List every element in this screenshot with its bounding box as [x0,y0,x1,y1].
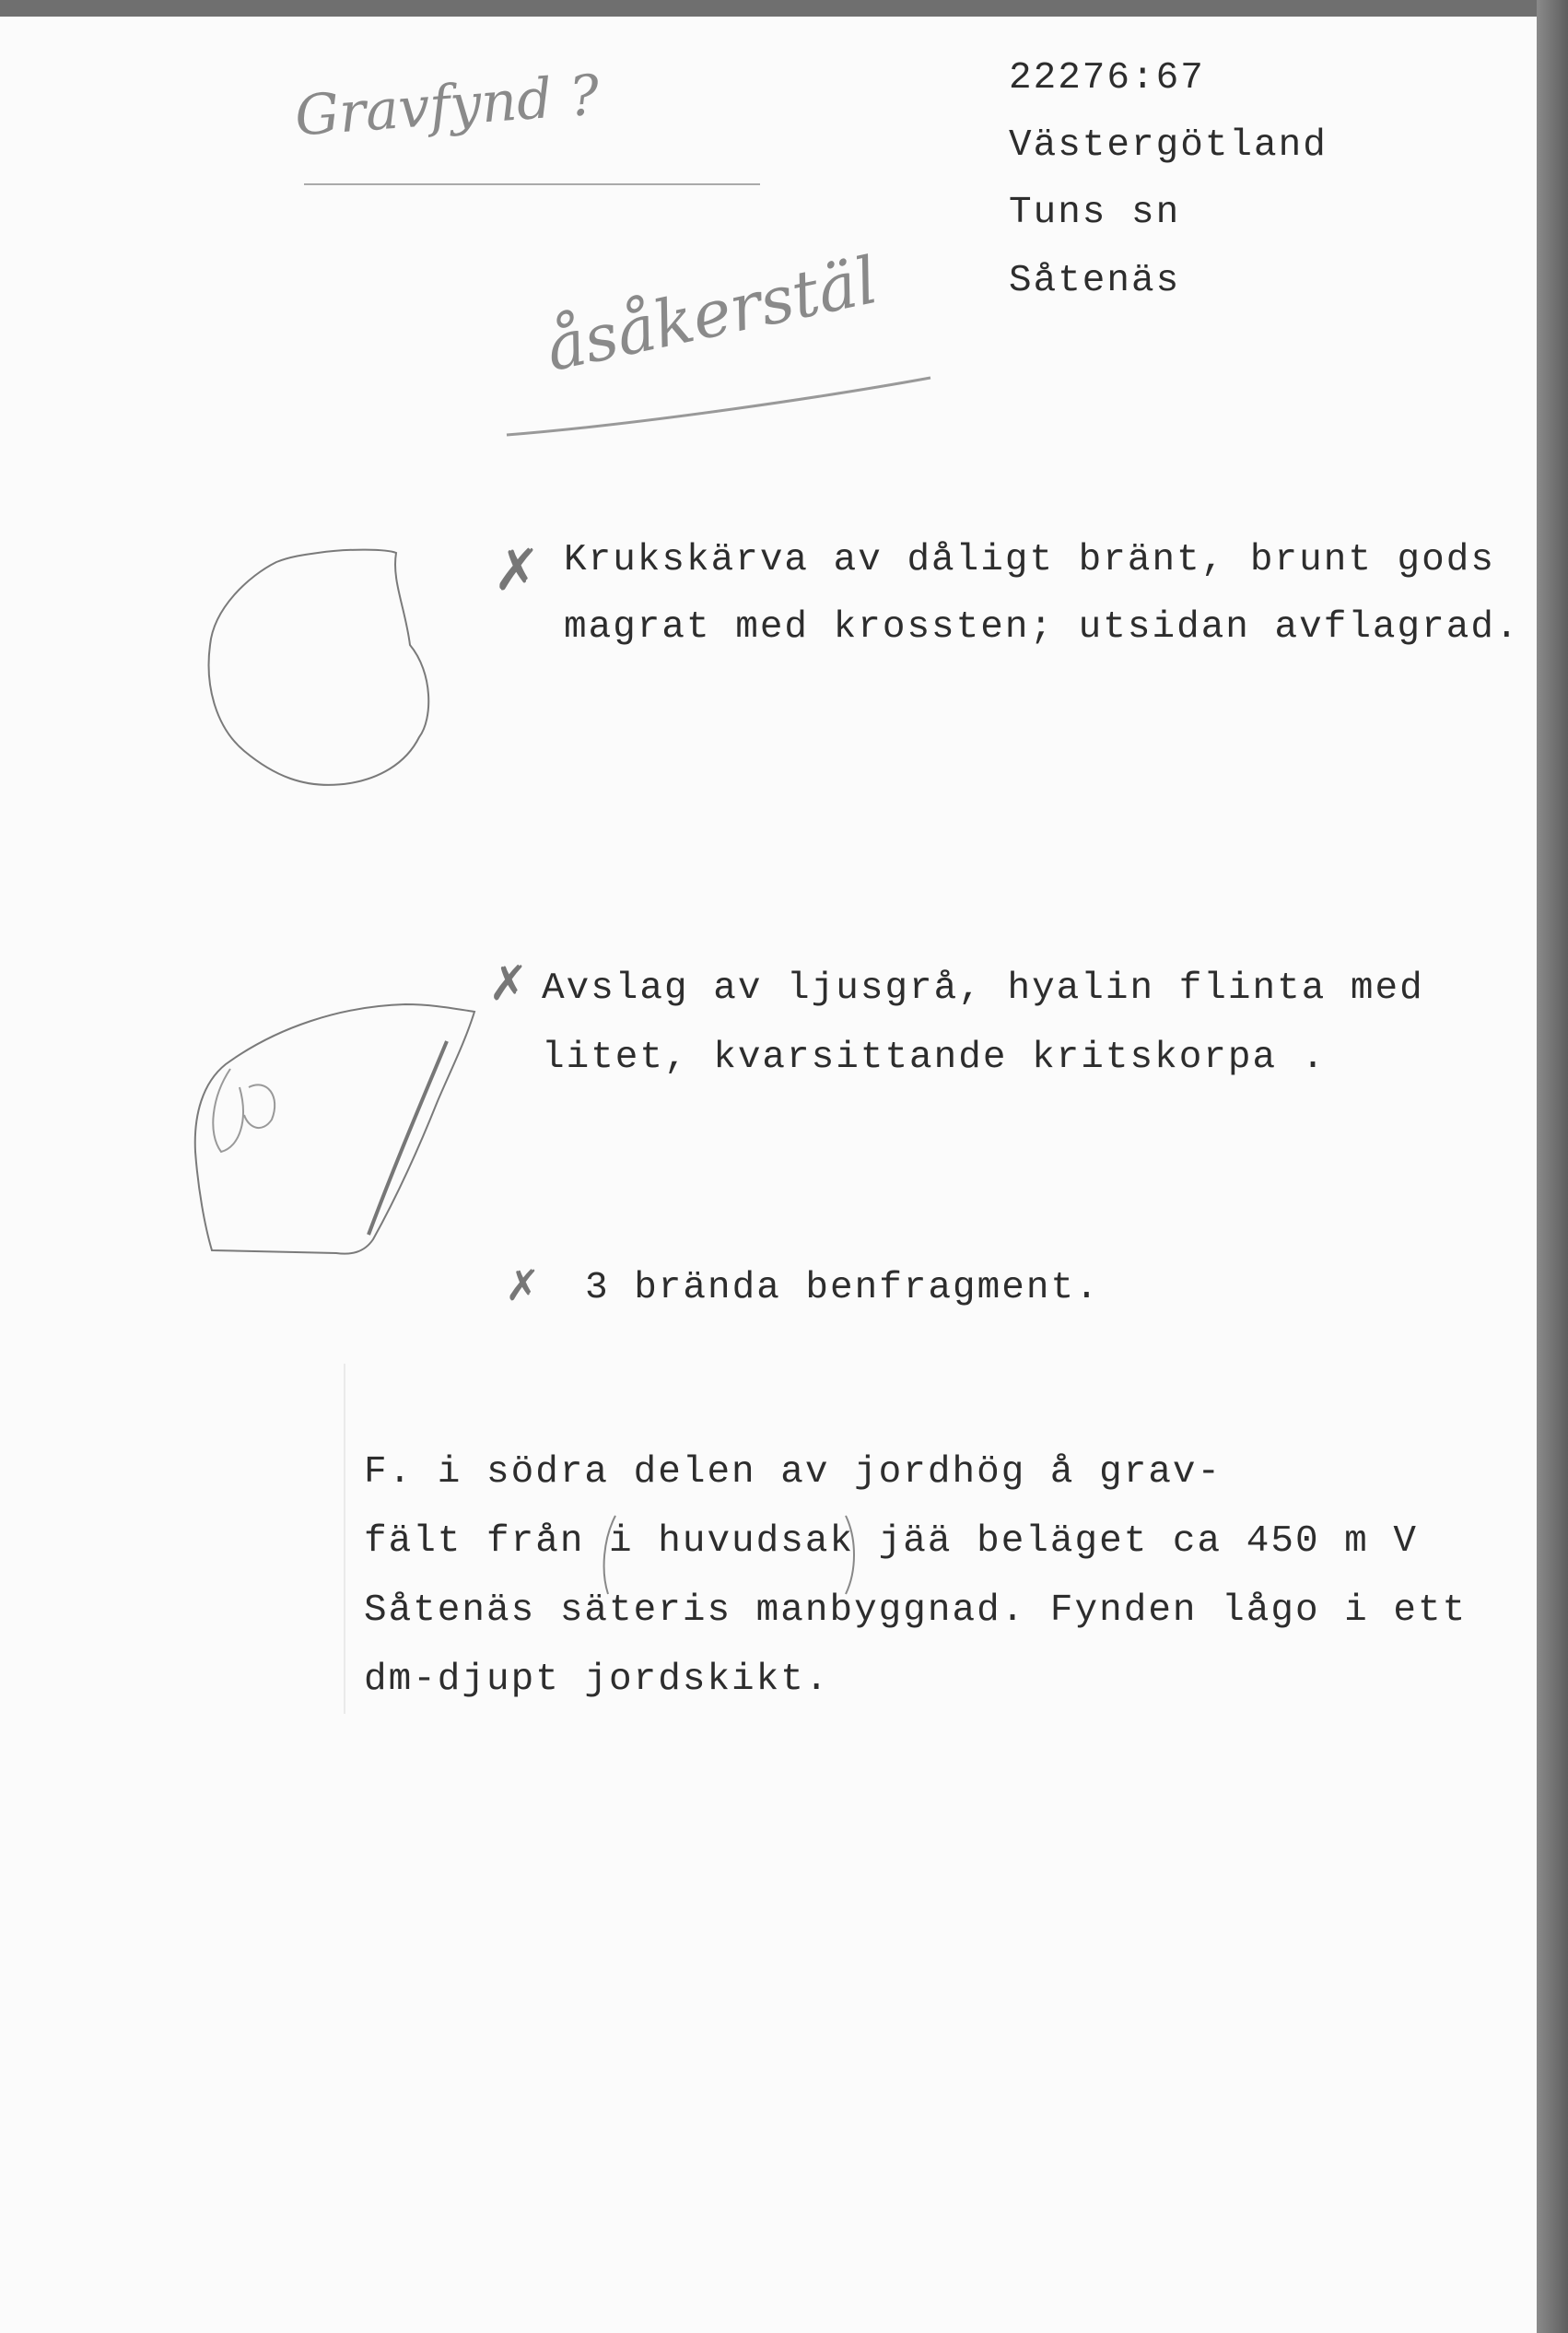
item-2-line-1: Avslag av ljusgrå, hyalin flinta med [542,967,1424,1010]
x-mark-icon: ✗ [505,1260,541,1310]
find-description-line-3: Såtenäs säteris manbyggnad. Fynden lågo i ett [364,1589,1468,1632]
item-1-line-2: magrat med krossten; utsidan avflagrad. [564,606,1520,649]
province: Västergötland [1009,124,1328,167]
handwritten-note-second: åsåkerstäl [539,241,884,387]
x-mark-icon: ✗ [488,956,529,1012]
item-1-line-1: Krukskärva av dåligt bränt, brunt gods [564,539,1495,581]
find-description-line-1: F. i södra delen av jordhög å grav- [364,1451,1223,1494]
locality: Såtenäs [1009,260,1181,302]
find-description-line-4: dm-djupt jordskikt. [364,1659,830,1701]
accession-number: 22276:67 [1009,57,1205,100]
item-2-line-2: litet, kvarsittande kritskorpa . [542,1037,1327,1079]
x-mark-icon: ✗ [493,536,541,604]
item-3-line-1: 3 brända benfragment. [585,1267,1100,1309]
find-description-line-2: fält från i huvudsak jää beläget ca 450 m V [364,1520,1418,1563]
parish: Tuns sn [1009,192,1181,234]
handwritten-note-gravfynd: Gravfynd ? [292,63,602,149]
